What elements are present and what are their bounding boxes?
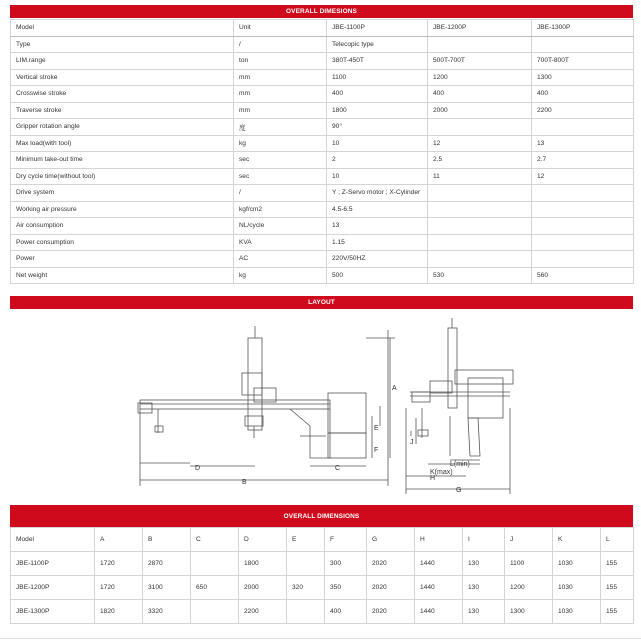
spec-cell: JBE-1100P <box>327 20 428 37</box>
spec-cell: ton <box>234 53 327 70</box>
dims-cell: 1030 <box>553 576 601 600</box>
label-Lmin: L(min) <box>450 461 470 468</box>
section-title: OVERALL DIMESIONS <box>286 8 357 15</box>
spec-cell <box>428 201 532 218</box>
spec-cell: LIM.range <box>11 53 234 70</box>
spec-row <box>11 251 634 268</box>
spec-cell: Type <box>11 36 234 53</box>
overall-dimensions-banner <box>10 5 633 18</box>
dims-header-cell: Model <box>11 528 95 552</box>
spec-cell: 1.15 <box>327 234 428 251</box>
dims-cell <box>287 600 325 624</box>
dims-header-cell: K <box>553 528 601 552</box>
spec-cell: 700T-800T <box>532 53 634 70</box>
dims-header-cell: I <box>463 528 505 552</box>
dims-header-cell: G <box>367 528 415 552</box>
dims-cell: 1720 <box>95 552 143 576</box>
spec-row <box>11 218 634 235</box>
dims-cell: 1300 <box>505 600 553 624</box>
dims-cell: 650 <box>191 576 239 600</box>
dims-cell: 350 <box>325 576 367 600</box>
dims-header-cell: A <box>95 528 143 552</box>
spec-cell: 220V/50HZ <box>327 251 428 268</box>
spec-row <box>11 168 634 185</box>
spec-cell <box>532 251 634 268</box>
dims-cell: 2000 <box>239 576 287 600</box>
spec-cell: 1200 <box>428 69 532 86</box>
dims-cell: 2200 <box>239 600 287 624</box>
dims-header-cell: F <box>325 528 367 552</box>
label-J: J <box>410 439 414 446</box>
spec-cell <box>428 36 532 53</box>
section-title: LAYOUT <box>308 299 335 306</box>
spec-cell: Gripper rotation angle <box>11 119 234 136</box>
dims-cell: 1100 <box>505 552 553 576</box>
spec-cell: mm <box>234 102 327 119</box>
dims-cell: 2870 <box>143 552 191 576</box>
spec-cell: 13 <box>532 135 634 152</box>
dims-cell <box>191 600 239 624</box>
dims-cell: JBE-1100P <box>11 552 95 576</box>
spec-cell: 4.5-6.5 <box>327 201 428 218</box>
overall-dimensions-banner-2 <box>10 505 633 527</box>
spec-cell: 500 <box>327 267 428 284</box>
spec-cell: 2.7 <box>532 152 634 169</box>
spec-cell <box>428 218 532 235</box>
dims-cell: 1030 <box>553 600 601 624</box>
dims-cell: 2020 <box>367 552 415 576</box>
dims-cell: 1800 <box>239 552 287 576</box>
spec-cell: 度 <box>234 119 327 136</box>
dims-cell: 155 <box>601 576 634 600</box>
spec-cell: 1800 <box>327 102 428 119</box>
spec-row <box>11 53 634 70</box>
bottom-rule <box>0 638 641 639</box>
spec-cell: 2200 <box>532 102 634 119</box>
spec-cell: 12 <box>428 135 532 152</box>
spec-cell: 13 <box>327 218 428 235</box>
dims-cell: 1720 <box>95 576 143 600</box>
spec-cell: sec <box>234 168 327 185</box>
dims-header-cell: J <box>505 528 553 552</box>
controller-box <box>328 393 366 433</box>
dims-row <box>11 600 634 624</box>
spec-cell: mm <box>234 86 327 103</box>
spec-cell: AC <box>234 251 327 268</box>
label-Kmax: K(max) <box>430 469 453 476</box>
spec-cell <box>532 36 634 53</box>
label-B: B <box>242 479 247 486</box>
dims-cell: 130 <box>463 552 505 576</box>
spec-cell: kgf/cm2 <box>234 201 327 218</box>
spec-cell: Max load(with tool) <box>11 135 234 152</box>
spec-cell: Vertical stroke <box>11 69 234 86</box>
dims-cell: 1440 <box>415 552 463 576</box>
spec-cell: 11 <box>428 168 532 185</box>
dims-cell: 2020 <box>367 576 415 600</box>
dims-row <box>11 576 634 600</box>
spec-row <box>11 86 634 103</box>
dims-table <box>10 527 634 624</box>
dims-header-cell: H <box>415 528 463 552</box>
dims-header-row <box>11 528 634 552</box>
spec-cell: NL/cycle <box>234 218 327 235</box>
spec-cell: 500T-700T <box>428 53 532 70</box>
spec-cell: / <box>234 185 327 202</box>
spec-cell: KVA <box>234 234 327 251</box>
spec-cell: / <box>234 36 327 53</box>
dims-row <box>11 552 634 576</box>
spec-cell: 2000 <box>428 102 532 119</box>
label-E: E <box>374 425 379 432</box>
spec-cell: Unit <box>234 20 327 37</box>
spec-cell: 380T-450T <box>327 53 428 70</box>
label-G: G <box>456 487 462 494</box>
dims-cell: 1030 <box>553 552 601 576</box>
label-F: F <box>374 447 379 454</box>
dims-cell: 2020 <box>367 600 415 624</box>
spec-cell: Model <box>11 20 234 37</box>
dims-cell: 1820 <box>95 600 143 624</box>
spec-row <box>11 185 634 202</box>
spec-cell: Minimum take-out time <box>11 152 234 169</box>
base-beam <box>140 400 330 409</box>
spec-cell: 530 <box>428 267 532 284</box>
spec-cell: JBE-1200P <box>428 20 532 37</box>
label-C: C <box>335 465 341 472</box>
dims-cell: 130 <box>463 600 505 624</box>
spec-row <box>11 69 634 86</box>
dims-cell: JBE-1300P <box>11 600 95 624</box>
spec-cell: 12 <box>532 168 634 185</box>
spec-row <box>11 135 634 152</box>
dims-cell: 320 <box>287 576 325 600</box>
spec-cell <box>428 119 532 136</box>
spec-cell: JBE-1300P <box>532 20 634 37</box>
spec-row <box>11 119 634 136</box>
label-D: D <box>195 465 201 472</box>
label-H: H <box>430 475 436 482</box>
dims-cell: 1440 <box>415 576 463 600</box>
dims-cell: 3100 <box>143 576 191 600</box>
spec-row <box>11 234 634 251</box>
spec-header-row <box>11 20 634 37</box>
spec-cell: Air consumption <box>11 218 234 235</box>
spec-cell: 400 <box>327 86 428 103</box>
label-A: A <box>392 385 397 392</box>
label-I: I <box>410 431 412 438</box>
spec-cell <box>532 218 634 235</box>
spec-cell: Power <box>11 251 234 268</box>
spec-row <box>11 36 634 53</box>
spec-cell: kg <box>234 135 327 152</box>
spec-cell: 10 <box>327 168 428 185</box>
dims-cell: 400 <box>325 600 367 624</box>
spec-row <box>11 152 634 169</box>
spec-cell: 400 <box>532 86 634 103</box>
spec-cell: Drive system <box>11 185 234 202</box>
spec-cell <box>532 119 634 136</box>
dims-cell: 1440 <box>415 600 463 624</box>
spec-cell <box>532 185 634 202</box>
dims-header-cell: B <box>143 528 191 552</box>
dims-cell <box>191 552 239 576</box>
spec-row <box>11 102 634 119</box>
dims-header-cell: L <box>601 528 634 552</box>
spec-cell: 90° <box>327 119 428 136</box>
dims-cell: 300 <box>325 552 367 576</box>
spec-cell: Net weight <box>11 267 234 284</box>
spec-cell <box>428 234 532 251</box>
spec-cell <box>428 251 532 268</box>
spec-cell: Traverse stroke <box>11 102 234 119</box>
spec-cell <box>428 185 532 202</box>
spec-cell: 560 <box>532 267 634 284</box>
spec-row <box>11 201 634 218</box>
spec-cell: sec <box>234 152 327 169</box>
spec-cell: Dry cycle time(without tool) <box>11 168 234 185</box>
spec-cell: 2.5 <box>428 152 532 169</box>
spec-cell: Working air pressure <box>11 201 234 218</box>
dims-cell <box>287 552 325 576</box>
layout-diagram <box>10 308 633 498</box>
section-title: OVERALL DIMENSIONS <box>283 512 360 520</box>
dims-cell: 1200 <box>505 576 553 600</box>
dims-cell: 3320 <box>143 600 191 624</box>
spec-cell <box>532 234 634 251</box>
spec-cell: 400 <box>428 86 532 103</box>
dims-header-cell: D <box>239 528 287 552</box>
dims-cell: 155 <box>601 552 634 576</box>
spec-cell: Crosswise stroke <box>11 86 234 103</box>
spec-cell: 1300 <box>532 69 634 86</box>
spec-cell: 1100 <box>327 69 428 86</box>
dims-cell: 130 <box>463 576 505 600</box>
spec-cell: Power consumption <box>11 234 234 251</box>
spec-cell <box>532 201 634 218</box>
dims-header-cell: E <box>287 528 325 552</box>
spec-cell: kg <box>234 267 327 284</box>
spec-cell: 10 <box>327 135 428 152</box>
spec-table <box>10 19 634 284</box>
dims-header-cell: C <box>191 528 239 552</box>
spec-cell: mm <box>234 69 327 86</box>
spec-row <box>11 267 634 284</box>
spec-cell: Y ; Z-Servo motor ; X-Cylinder <box>327 185 428 202</box>
spec-cell: 2 <box>327 152 428 169</box>
spec-cell: Telecopic type <box>327 36 428 53</box>
dims-cell: JBE-1200P <box>11 576 95 600</box>
dims-cell: 155 <box>601 600 634 624</box>
